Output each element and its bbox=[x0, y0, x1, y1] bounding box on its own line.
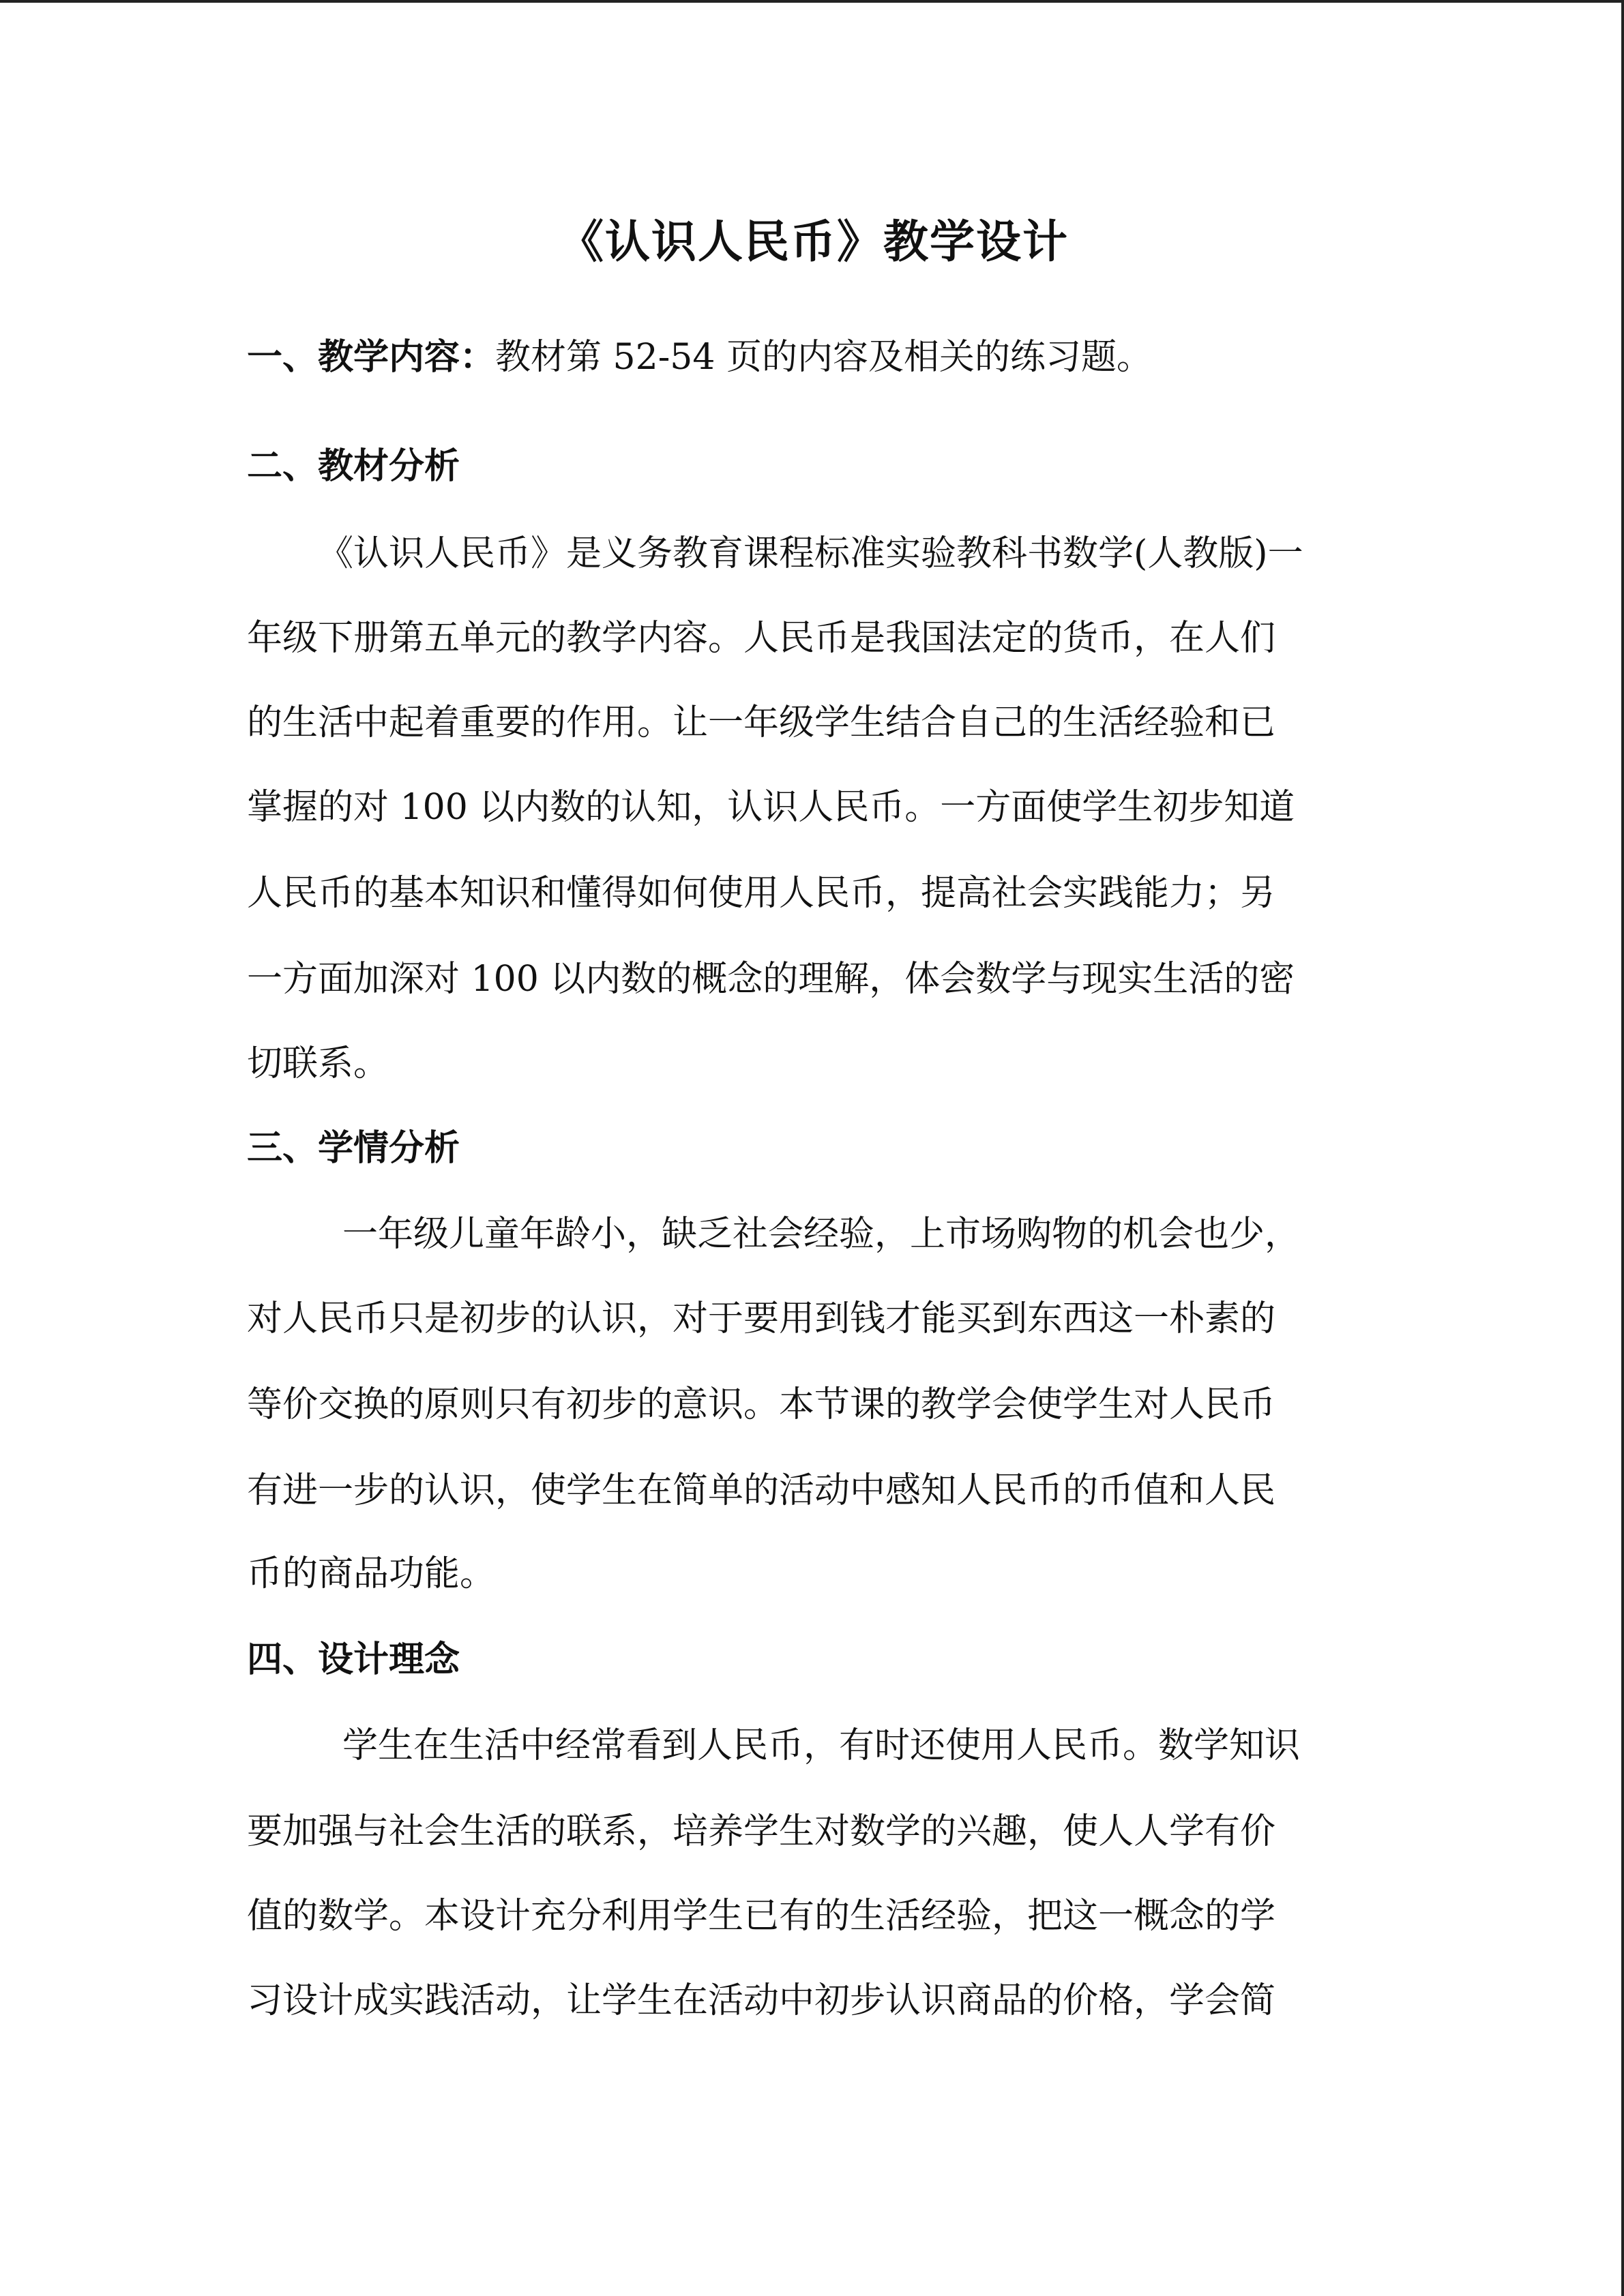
section3-heading: 三、学情分析 bbox=[247, 1128, 460, 1169]
section3-line-2: 对人民币只是初步的认识，对于要用到钱才能买到东西这一朴素的 bbox=[247, 1298, 1276, 1339]
section4-line-2: 要加强与社会生活的联系，培养学生对数学的兴趣，使人人学有价 bbox=[247, 1811, 1276, 1852]
section3-line-4: 有进一步的认识，使学生在简单的活动中感知人民币的币值和人民 bbox=[247, 1470, 1276, 1511]
section2-line-6: 一方面加深对 100 以内数的概念的理解，体会数学与现实生活的密 bbox=[247, 959, 1295, 1000]
section2-heading: 二、教材分析 bbox=[247, 446, 460, 487]
section4-line-4: 习设计成实践活动，让学生在活动中初步认识商品的价格，学会简 bbox=[247, 1980, 1276, 2021]
section3-line-3: 等价交换的原则只有初步的意识。本节课的教学会使学生对人民币 bbox=[247, 1384, 1276, 1425]
section4-line-1: 学生在生活中经常看到人民币，有时还使用人民币。数学知识 bbox=[342, 1725, 1301, 1766]
section4-heading: 四、设计理念 bbox=[247, 1639, 460, 1680]
section2-line-4: 掌握的对 100 以内数的认知，认识人民币。一方面使学生初步知道 bbox=[247, 787, 1295, 828]
section1-text: 教材第 52-54 页的内容及相关的练习题。 bbox=[495, 337, 1152, 378]
document-title: 《认识人民币》教学设计 bbox=[559, 215, 1069, 268]
section1-line bbox=[247, 330, 1381, 385]
section3-line-5: 币的商品功能。 bbox=[247, 1553, 496, 1594]
section2-line-1: 《认识人民币》是义务教育课程标准实验教科书数学(人教版)一 bbox=[318, 533, 1303, 574]
section1-heading: 一、教学内容： bbox=[247, 337, 496, 378]
section4-line-3: 值的数学。本设计充分利用学生已有的生活经验，把这一概念的学 bbox=[247, 1896, 1276, 1937]
section2-line-3: 的生活中起着重要的作用。让一年级学生结合自己的生活经验和已 bbox=[247, 702, 1276, 743]
section3-line-1: 一年级儿童年龄小，缺乏社会经验，上市场购物的机会也少， bbox=[342, 1214, 1301, 1255]
section2-line-5: 人民币的基本知识和懂得如何使用人民币，提高社会实践能力；另 bbox=[247, 873, 1276, 914]
section2-line-7: 切联系。 bbox=[247, 1043, 389, 1084]
section2-line-2: 年级下册第五单元的教学内容。人民币是我国法定的货币，在人们 bbox=[247, 618, 1276, 659]
